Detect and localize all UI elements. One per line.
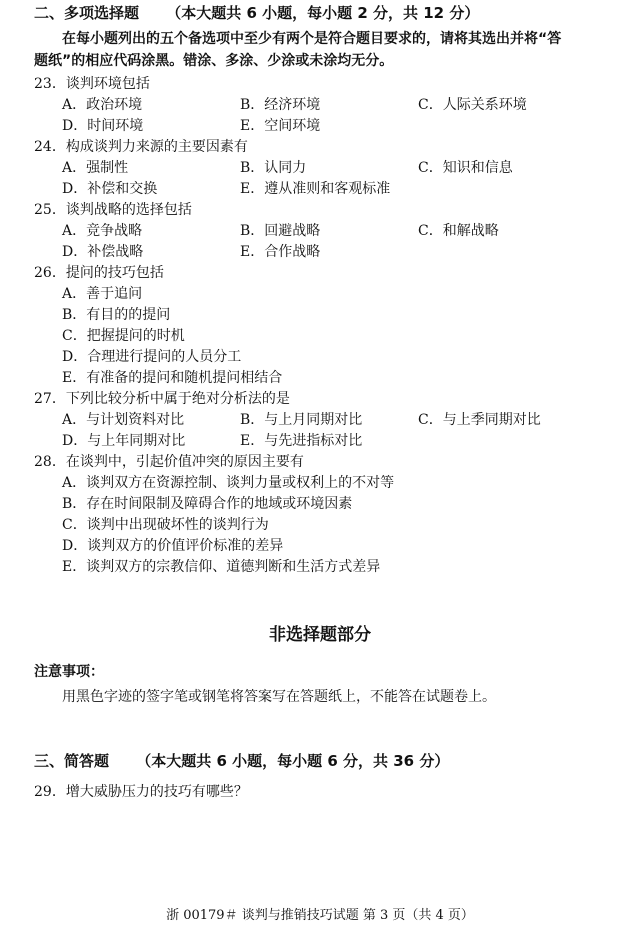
question-number: 29．: [34, 784, 66, 800]
option-27-b: B．与上月同期对比: [240, 412, 363, 428]
section3-info: （本大题共 6 小题，每小题 6 分，共 36 分）: [136, 752, 450, 770]
option-27-d: D．与上年同期对比: [62, 433, 186, 449]
section3-heading-text: 三、简答题: [34, 752, 110, 770]
option-27-c: C．与上季同期对比: [418, 412, 541, 428]
option-26-b: B．有目的的提问: [62, 307, 171, 323]
question-text: 谈判战略的选择包括: [65, 202, 192, 218]
option-23-e: E．空间环境: [240, 118, 321, 134]
question-text: 构成谈判力来源的主要因素有: [65, 139, 248, 155]
option-28-a: A．谈判双方在资源控制、谈判力量或权利上的不对等: [62, 475, 395, 491]
section2-info: （本大题共 6 小题，每小题 2 分，共 12 分）: [166, 4, 480, 22]
option-25-c: C．和解战略: [418, 223, 499, 239]
question-stem-24: [34, 138, 248, 156]
section3-heading: [34, 752, 449, 770]
option-23-b: B．经济环境: [240, 97, 321, 113]
option-28-d: D．谈判双方的价值评价标准的差异: [62, 538, 284, 554]
question-number: 26．: [34, 265, 66, 281]
option-25-e: E．合作战略: [240, 244, 321, 260]
question-text: 在谈判中，引起价值冲突的原因主要有: [65, 454, 304, 470]
option-23-d: D．时间环境: [62, 118, 144, 134]
question-stem-26: [34, 264, 164, 282]
section2-heading-text: 二、多项选择题: [34, 4, 140, 22]
option-24-a: A．强制性: [62, 160, 129, 176]
option-23-a: A．政治环境: [62, 97, 143, 113]
option-24-d: D．补偿和交换: [62, 181, 158, 197]
question-stem-28: [34, 453, 304, 471]
question-text: 谈判环境包括: [65, 76, 150, 92]
question-number: 23．: [34, 76, 66, 92]
page-footer: 浙 00179＃ 谈判与推销技巧试题 第 3 页（共 4 页）: [166, 908, 474, 923]
question-number: 27．: [34, 391, 66, 407]
section2-instruction-2: 题纸”的相应代码涂黑。错涂、多涂、少涂或未涂均无分。: [34, 53, 394, 69]
option-25-a: A．竞争战略: [62, 223, 143, 239]
question-number: 25．: [34, 202, 66, 218]
option-26-d: D．合理进行提问的人员分工: [62, 349, 242, 365]
option-25-b: B．回避战略: [240, 223, 321, 239]
option-25-d: D．补偿战略: [62, 244, 144, 260]
section2-heading: [34, 4, 479, 22]
question-stem-29: [34, 783, 248, 801]
notes-text: 用黑色字迹的签字笔或钢笔将答案写在答题纸上，不能答在试题卷上。: [62, 689, 496, 705]
question-stem-23: [34, 75, 150, 93]
part2-title: 非选择题部分: [269, 625, 371, 645]
option-24-e: E．遵从准则和客观标准: [240, 181, 391, 197]
option-24-c: C．知识和信息: [418, 160, 513, 176]
option-26-e: E．有准备的提问和随机提问相结合: [62, 370, 283, 386]
option-23-c: C．人际关系环境: [418, 97, 527, 113]
option-28-b: B．存在时间限制及障碍合作的地域或环境因素: [62, 496, 353, 512]
question-text: 下列比较分析中属于绝对分析法的是: [65, 391, 290, 407]
question-stem-27: [34, 390, 290, 408]
option-28-e: E．谈判双方的宗教信仰、道德判断和生活方式差异: [62, 559, 381, 575]
question-number: 28．: [34, 454, 66, 470]
question-text: 提问的技巧包括: [65, 265, 164, 281]
question-number: 24．: [34, 139, 66, 155]
option-27-a: A．与计划资料对比: [62, 412, 185, 428]
option-28-c: C．谈判中出现破坏性的谈判行为: [62, 517, 269, 533]
question-stem-25: [34, 201, 192, 219]
question-text: 增大威胁压力的技巧有哪些？: [65, 784, 248, 800]
section2-instruction-1: 在每小题列出的五个备选项中至少有两个是符合题目要求的，请将其选出并将“答: [62, 31, 562, 47]
option-26-c: C．把握提问的时机: [62, 328, 185, 344]
option-24-b: B．认同力: [240, 160, 307, 176]
option-27-e: E．与先进指标对比: [240, 433, 363, 449]
option-26-a: A．善于追问: [62, 286, 143, 302]
notes-label: 注意事项：: [34, 664, 104, 680]
